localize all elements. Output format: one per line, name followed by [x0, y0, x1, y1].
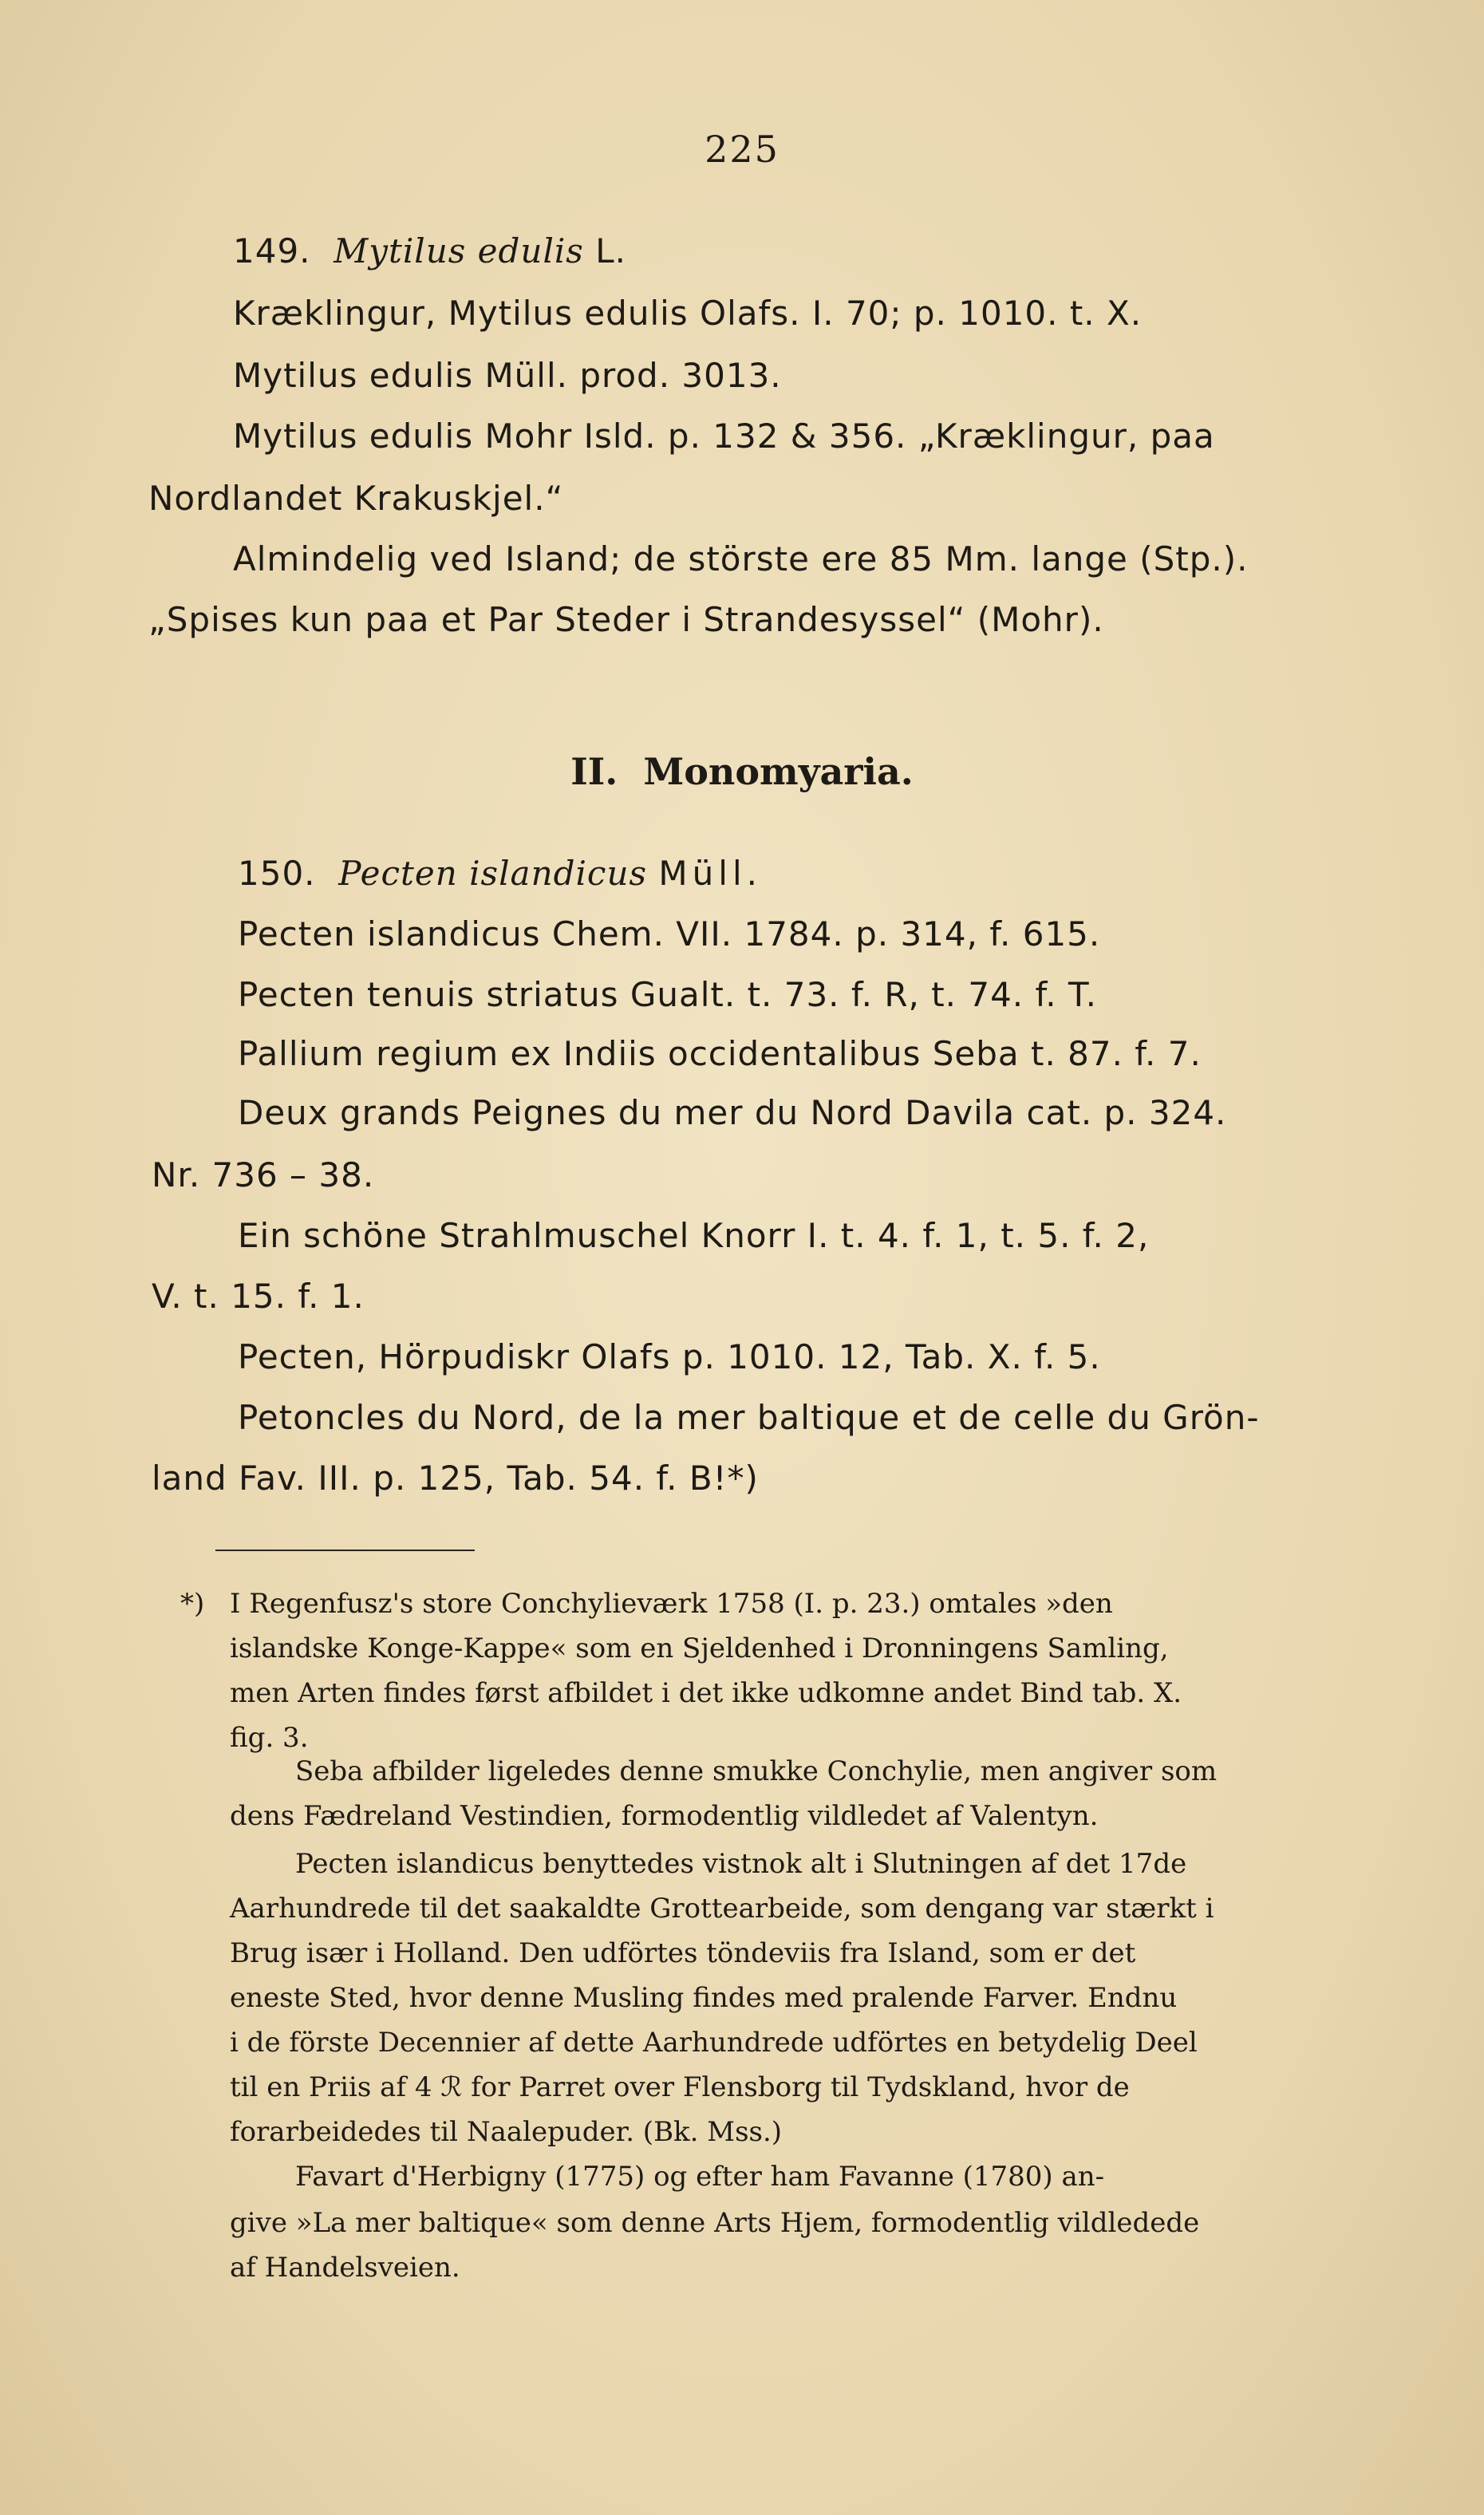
entry-150-line: Pecten islandicus Chem. VII. 1784. p. 314, f. 615.	[238, 914, 1101, 953]
footnote-divider	[215, 1550, 475, 1551]
footnote-line: til en Priis af 4 ℛ for Parret over Flensborg til Tydskland, hvor de	[230, 2071, 1130, 2103]
entry-150-number: 150.	[238, 854, 316, 893]
footnote-line: Pecten islandicus benyttedes vistnok alt i Slutningen af det 17de	[295, 1848, 1187, 1880]
section-heading	[0, 750, 1484, 793]
footnote-line: Brug især i Holland. Den udförtes töndeviis fra Island, som er det	[230, 1937, 1136, 1969]
entry-150-line: Petoncles du Nord, de la mer baltique et de celle du Grön-	[238, 1398, 1260, 1437]
entry-149-author: L.	[595, 231, 626, 270]
entry-150-line: Ein schöne Strahlmuschel Knorr I. t. 4. f. 1, t. 5. f. 2,	[238, 1216, 1150, 1255]
entry-150-line: Nr. 736 – 38.	[152, 1155, 375, 1194]
footnote-line: i de förste Decennier af dette Aarhundrede udförtes en betydelig Deel	[230, 2027, 1198, 2059]
entry-149-line: Mytilus edulis Mohr Isld. p. 132 & 356. „Kræklingur, paa	[233, 417, 1215, 456]
footnote-marker: *)	[180, 1588, 205, 1620]
entry-150-author: Müll.	[658, 854, 762, 893]
entry-149-line: Kræklingur, Mytilus edulis Olafs. I. 70; p. 1010. t. X.	[233, 294, 1143, 333]
footnote-line: fig. 3.	[230, 1722, 309, 1754]
entry-150-heading	[238, 854, 762, 893]
footnote-line: islandske Konge-Kappe« som en Sjeldenhed i Dronningens Samling,	[230, 1633, 1169, 1664]
footnote-line: Favart d'Herbigny (1775) og efter ham Favanne (1780) an-	[295, 2161, 1105, 2193]
entry-149-number: 149.	[233, 231, 311, 270]
footnote-line: Seba afbilder ligeledes denne smukke Conchylie, men angiver som	[295, 1755, 1218, 1787]
entry-150-species: Pecten islandicus	[338, 854, 648, 893]
footnote-line: I Regenfusz's store Conchylieværk 1758 (I. p. 23.) omtales »den	[230, 1588, 1113, 1620]
footnote-line: Aarhundrede til det saakaldte Grottearbeide, som dengang var stærkt i	[230, 1893, 1214, 1925]
footnote-line: forarbeidedes til Naalepuder. (Bk. Mss.)	[230, 2116, 783, 2148]
entry-149-heading	[233, 231, 626, 270]
footnote-line: eneste Sted, hvor denne Musling findes med pralende Farver. Endnu	[230, 1982, 1178, 2014]
entry-150-line: V. t. 15. f. 1.	[152, 1277, 365, 1316]
entry-150-line: land Fav. III. p. 125, Tab. 54. f. B!*)	[152, 1459, 759, 1498]
footnote-line: af Handelsveien.	[230, 2252, 460, 2284]
entry-150-line: Deux grands Peignes du mer du Nord Davila cat. p. 324.	[238, 1093, 1227, 1132]
entry-149-species: Mytilus edulis	[334, 231, 584, 270]
section-title: Monomyaria.	[643, 750, 914, 793]
entry-150-line: Pecten, Hörpudiskr Olafs p. 1010. 12, Tab. X. f. 5.	[238, 1337, 1101, 1376]
entry-149-line: „Spises kun paa et Par Steder i Strandesyssel“ (Mohr).	[148, 600, 1104, 639]
entry-149-line: Almindelig ved Island; de störste ere 85 Mm. lange (Stp.).	[233, 539, 1249, 578]
footnote-line: men Arten findes først afbildet i det ikke udkomne andet Bind tab. X.	[230, 1677, 1182, 1709]
entry-150-line: Pallium regium ex Indiis occidentalibus Seba t. 87. f. 7.	[238, 1034, 1202, 1073]
page-number: 225	[705, 128, 779, 171]
entry-149-line: Nordlandet Krakuskjel.“	[148, 479, 564, 518]
entry-150-line: Pecten tenuis striatus Gualt. t. 73. f. R, t. 74. f. T.	[238, 975, 1097, 1014]
footnote-line: give »La mer baltique« som denne Arts Hjem, formodentlig vildledede	[230, 2207, 1200, 2239]
footnote-line: dens Fædreland Vestindien, formodentlig vildledet af Valentyn.	[230, 1800, 1099, 1832]
section-number: II.	[570, 750, 618, 793]
entry-149-line: Mytilus edulis Müll. prod. 3013.	[233, 356, 782, 395]
